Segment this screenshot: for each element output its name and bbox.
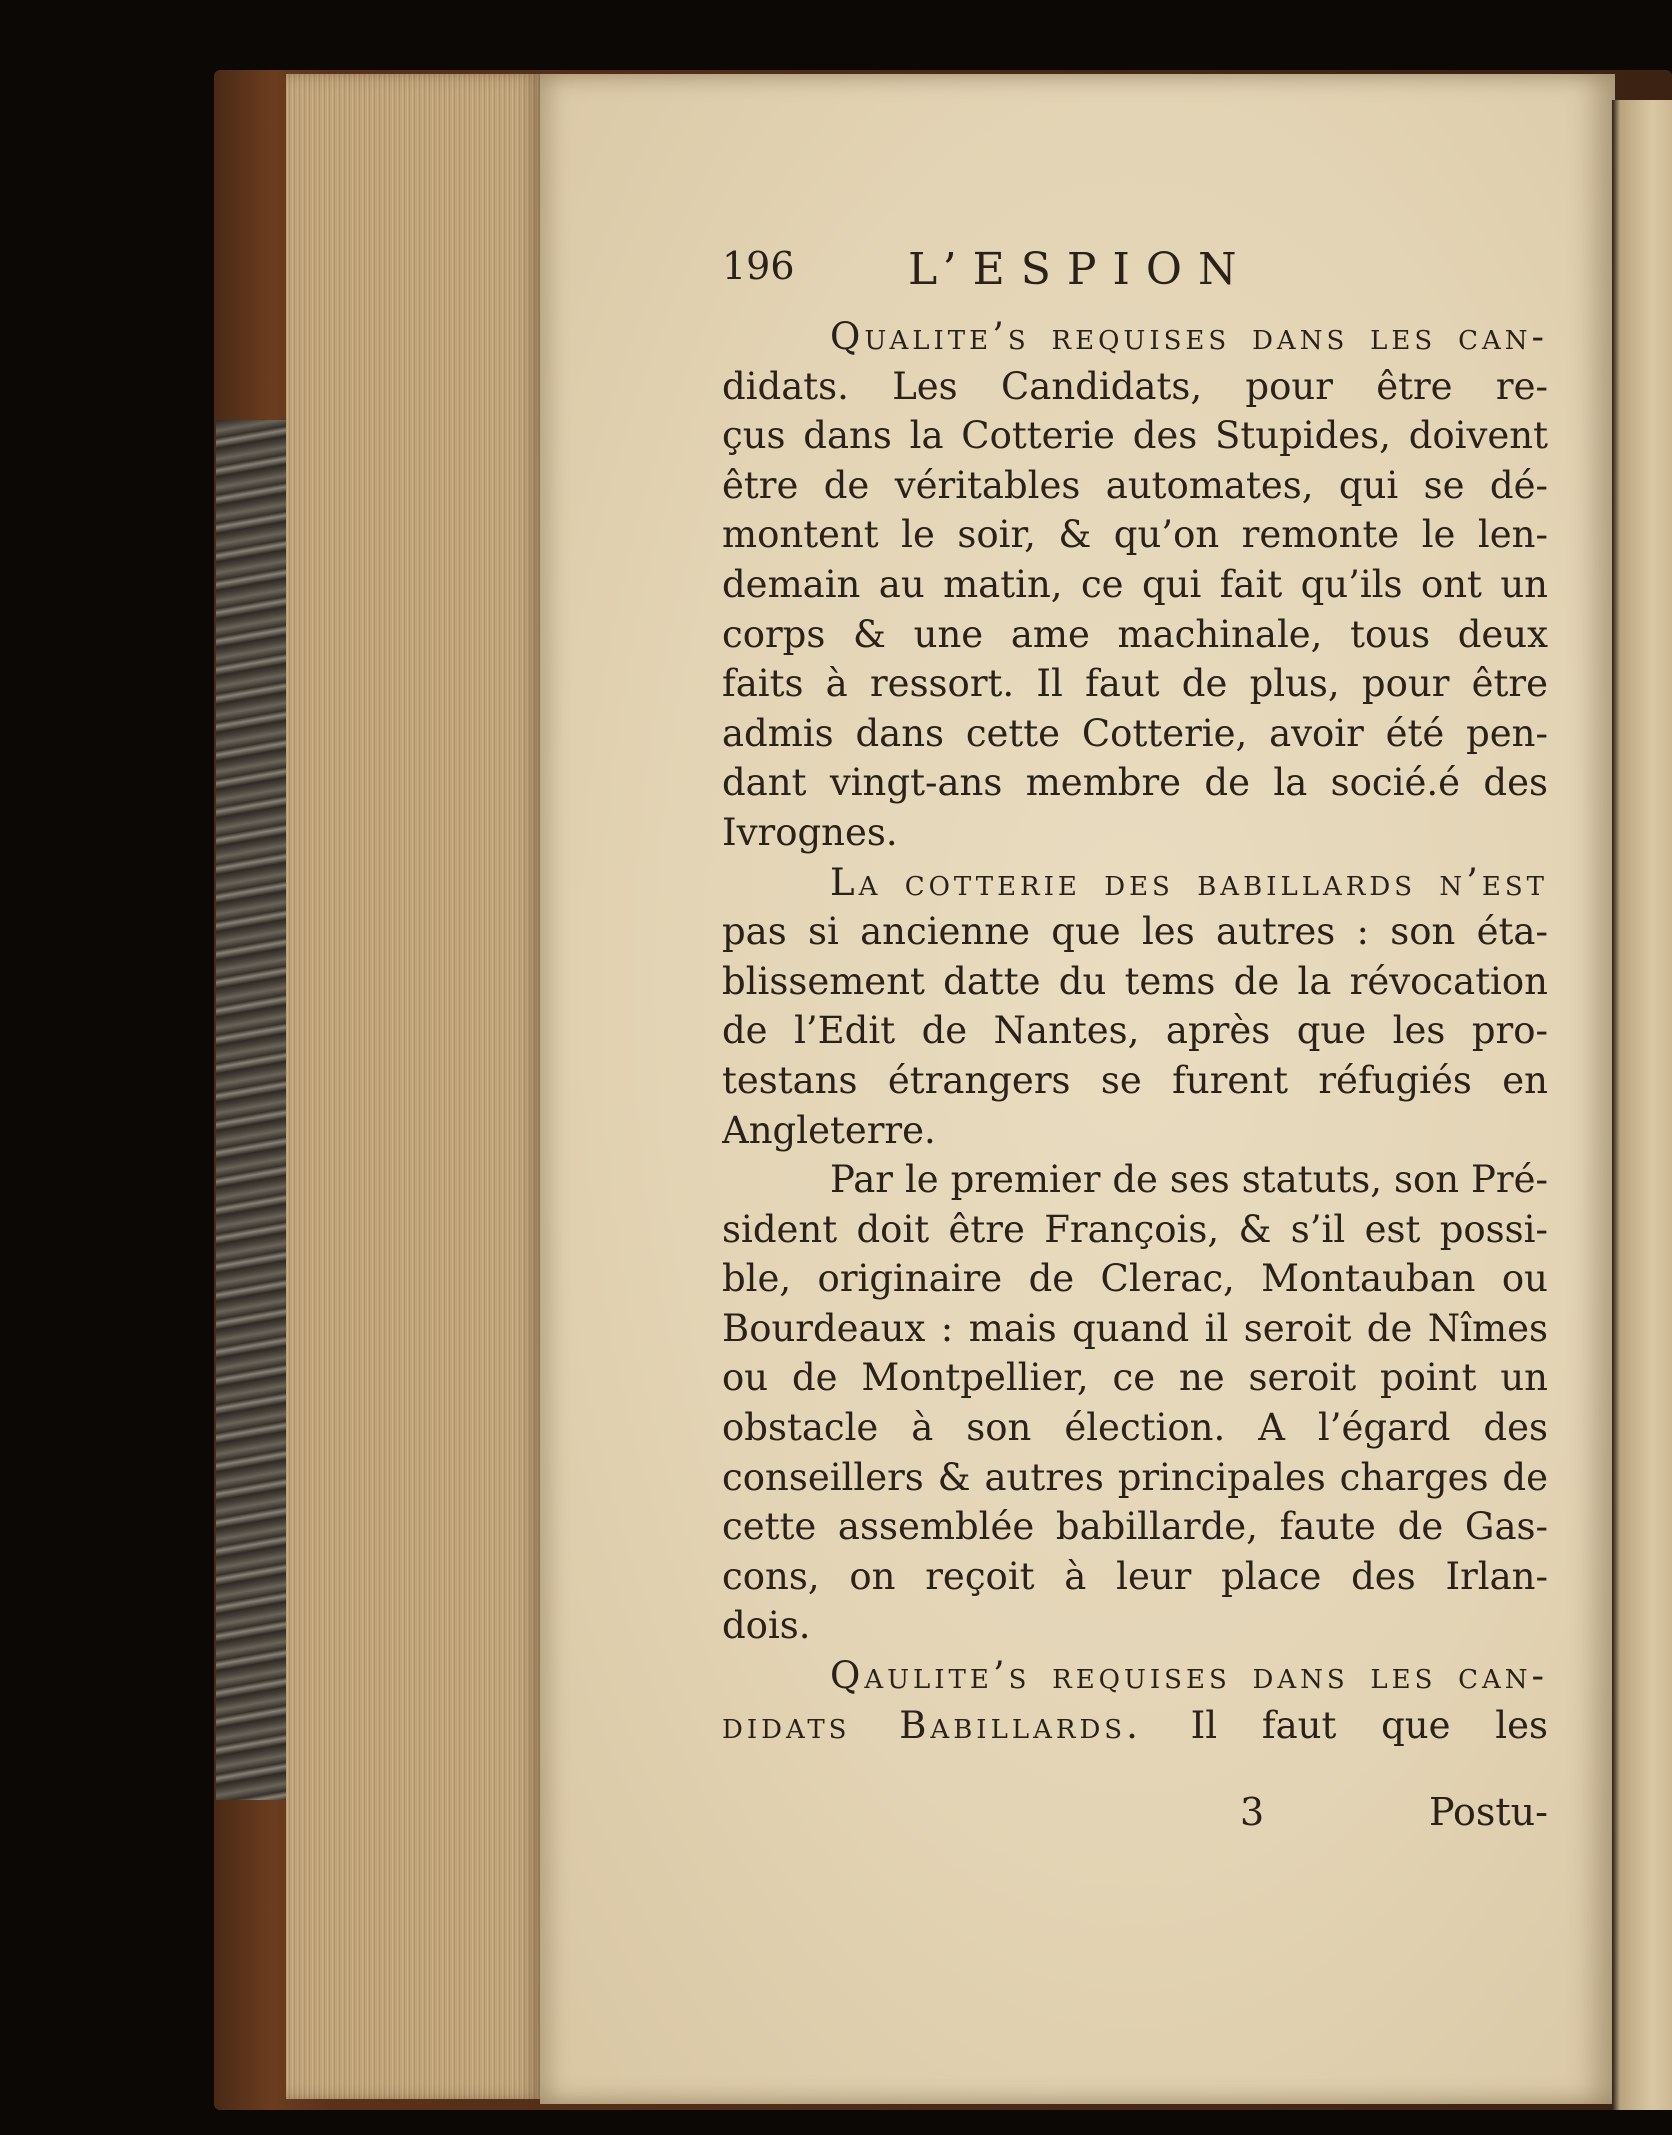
page-number: 196 — [722, 244, 795, 288]
text-line: dant vingt-ans membre de la socié.é des — [722, 761, 1548, 805]
text-line: Bourdeaux : mais quand il seroit de Nîmes — [722, 1306, 1548, 1350]
text-line: testans étrangers se furent réfugiés en — [722, 1058, 1548, 1102]
text-line: pas si ancienne que les autres : son éta- — [722, 910, 1548, 954]
text-line: Ivrognes. — [722, 810, 898, 854]
signature-mark: 3 — [1240, 1790, 1265, 1834]
text-line: cons, on reçoit à leur place des Irlan- — [722, 1554, 1548, 1598]
page-header — [722, 244, 1342, 300]
text-line: être de véritables automates, qui se dé- — [722, 463, 1548, 507]
text-line: cette assemblée babillarde, faute de Gas- — [722, 1505, 1548, 1549]
text-line: La cotterie des babillards n’est — [830, 860, 1548, 904]
page-footer — [722, 1790, 1548, 1840]
text-line: corps & une ame machinale, tous deux — [722, 612, 1548, 656]
text-line: ou de Montpellier, ce ne seroit point un — [722, 1356, 1548, 1400]
text-line: Angleterre. — [722, 1108, 936, 1152]
text-line: conseillers & autres principales charges de — [722, 1455, 1548, 1499]
page-body-text — [722, 312, 1548, 1750]
text-line: çus dans la Cotterie des Stupides, doivent — [722, 414, 1548, 458]
running-title: L’ESPION — [908, 244, 1253, 295]
facing-page-edge — [1612, 100, 1672, 2110]
text-line: faits à ressort. Il faut de plus, pour être — [722, 662, 1548, 706]
page-edges — [286, 74, 540, 2099]
text-line: Qaulite’s requises dans les can- — [830, 1654, 1548, 1698]
catchword: Postu- — [1429, 1790, 1548, 1834]
text-line: sident doit être François, & s’il est possi- — [722, 1207, 1548, 1251]
text-line: didats. Les Candidats, pour être re- — [722, 364, 1548, 408]
text-line: montent le soir, & qu’on remonte le len- — [722, 513, 1548, 557]
text-line: de l’Edit de Nantes, après que les pro- — [722, 1009, 1548, 1053]
text-line: didats Babillards. Il faut que les — [722, 1703, 1548, 1747]
text-line: blissement datte du tems de la révocation — [722, 959, 1548, 1003]
text-line: obstacle à son élection. A l’égard des — [722, 1406, 1548, 1450]
text-line: Par le premier de ses statuts, son Pré- — [830, 1158, 1548, 1202]
text-line: dois. — [722, 1604, 811, 1648]
marbled-spine — [216, 420, 288, 1800]
text-line: ble, originaire de Clerac, Montauban ou — [722, 1257, 1548, 1301]
text-line: admis dans cette Cotterie, avoir été pen- — [722, 711, 1548, 755]
text-line: demain au matin, ce qui fait qu’ils ont un — [722, 562, 1548, 606]
text-line: Qualite’s requises dans les can- — [830, 315, 1548, 358]
